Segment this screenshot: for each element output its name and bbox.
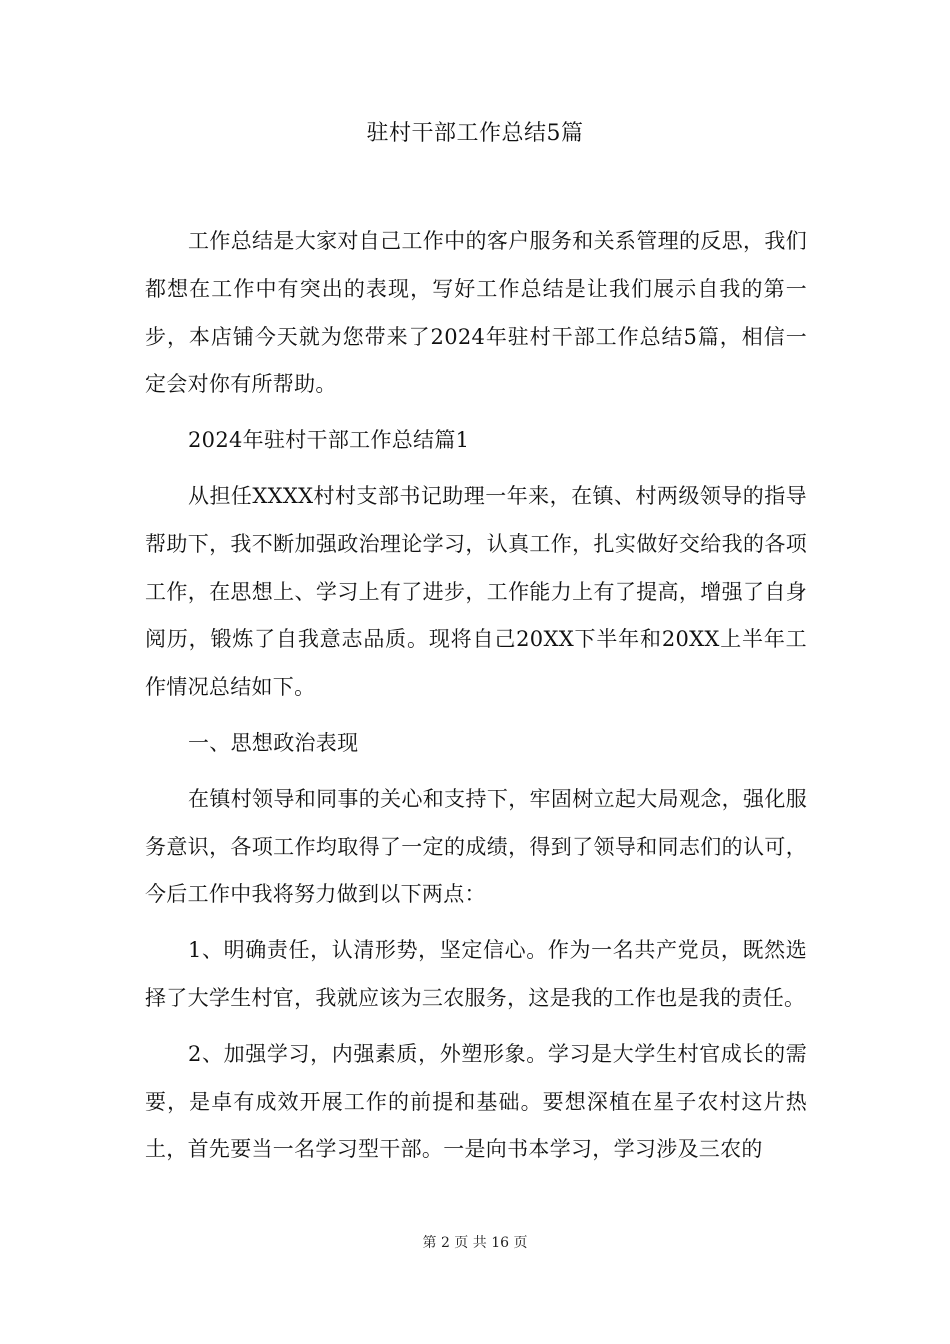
body-paragraph: 在镇村领导和同事的关心和支持下，牢固树立起大局观念，强化服务意识，各项工作均取得了一定的成绩，得到了领导和同志们的认可，今后工作中我将努力做到以下两点： [145, 786, 807, 907]
intro-paragraph: 工作总结是大家对自己工作中的客户服务和关系管理的反思，我们都想在工作中有突出的表现，写好工作总结是让我们展示自我的第一步，本店铺今天就为您带来了2024年驻村干部工作总结5篇，相信一定会对你有所帮助。 [145, 229, 807, 397]
section-heading-1: 2024年驻村干部工作总结篇1 [188, 428, 470, 453]
document-title: 驻村干部工作总结5篇 [366, 121, 584, 146]
list-item-2: 2、加强学习，内强素质，外塑形象。学习是大学生村官成长的需要，是卓有成效开展工作的前提和基础。要想深植在星子农村这片热土，首先要当一名学习型干部。一是向书本学习，学习涉及三农的 [145, 1041, 807, 1162]
page-footer: 第 2 页 共 16 页 [422, 1235, 528, 1251]
list-item-1: 1、明确责任，认清形势，坚定信心。作为一名共产党员，既然选择了大学生村官，我就应该为三农服务，这是我的工作也是我的责任。 [145, 938, 807, 1010]
body-paragraph: 从担任XXXX村村支部书记助理一年来，在镇、村两级领导的指导帮助下，我不断加强政治理论学习，认真工作，扎实做好交给我的各项工作，在思想上、学习上有了进步，工作能力上有了提高，增强了自身阅历，锻炼了自我意志品质。现将自己20XX下半年和20XX上半年工作情况总结如下。 [145, 483, 807, 700]
subsection-heading: 一、思想政治表现 [188, 730, 359, 755]
document-body [145, 218, 807, 1182]
